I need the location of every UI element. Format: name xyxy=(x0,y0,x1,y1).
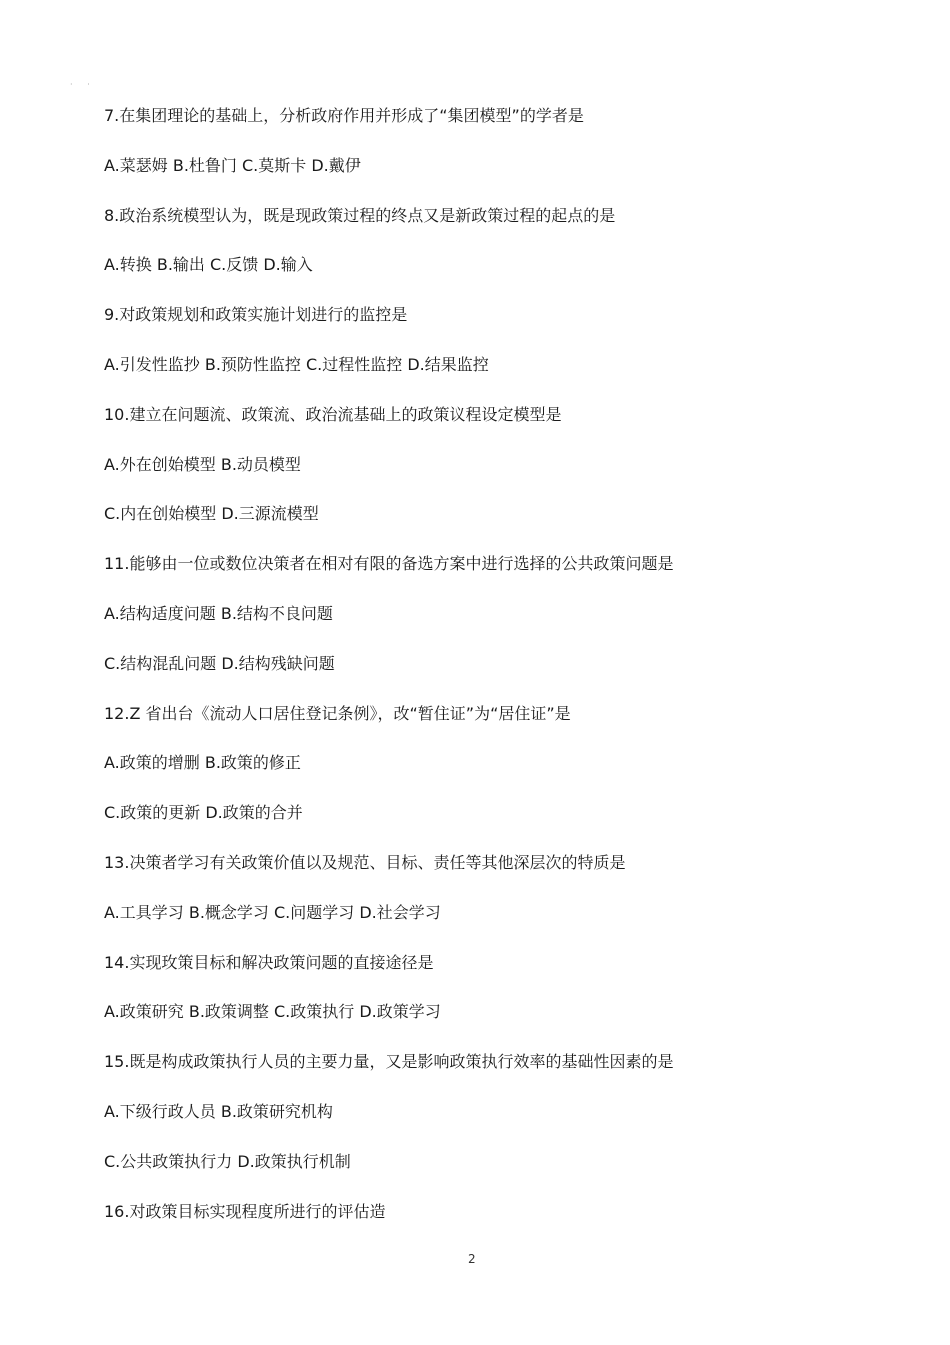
question-11-options-ab: A.结构适度问题 B.结构不良问题 xyxy=(104,603,333,623)
corner-mark: · · xyxy=(70,80,96,89)
question-14: 14.实现玫策目标和解决政策问题的直接途径是 xyxy=(104,952,434,972)
question-content xyxy=(104,103,904,1248)
question-15-options-ab: A.下级行政人员 B.政策研究机构 xyxy=(104,1101,333,1121)
question-15-options-cd: C.公共政策执行力 D.政策执行机制 xyxy=(104,1151,351,1171)
question-10: 10.建立在问题流、政策流、政治流基础上的政策议程设定模型是 xyxy=(104,404,562,424)
question-9-options: A.引发性监抄 B.预防性监控 C.过程性监控 D.结果监控 xyxy=(104,354,489,374)
question-12-options-cd: C.政策的更新 D.政策的合并 xyxy=(104,803,303,823)
question-12-options-ab: A.政策的增删 B.政策的修正 xyxy=(104,753,301,773)
question-15: 15.既是构成政策执行人员的主要力量，又是影响政策执行效率的基础性因素的是 xyxy=(104,1052,674,1072)
question-9: 9.对政策规划和政策实施计划进行的监控是 xyxy=(104,305,408,325)
question-8: 8.政治系统模型认为，既是现政策过程的终点又是新政策过程的起点的是 xyxy=(104,205,616,225)
question-11-options-cd: C.结构混乱问题 D.结构残缺问题 xyxy=(104,653,335,673)
question-8-options: A.转换 B.输出 C.反馈 D.输入 xyxy=(104,255,313,275)
question-13-options: A.工具学习 B.概念学习 C.问题学习 D.社会学习 xyxy=(104,902,441,922)
question-16: 16.对政策目标实现程度所进行的评估造 xyxy=(104,1201,386,1221)
question-7-options: A.菜瑟姆 B.杜鲁门 C.莫斯卡 D.戴伊 xyxy=(104,155,361,175)
question-10-options-ab: A.外在创始模型 B.动员模型 xyxy=(104,454,301,474)
question-7: 7.在集团理论的基础上，分析政府作用并形成了“集团模型”的学者是 xyxy=(104,106,584,125)
question-13: 13.决策者学习有关政策价值以及规范、目标、责任等其他深层次的特质是 xyxy=(104,852,626,872)
question-10-options-cd: C.内在创始模型 D.三源流模型 xyxy=(104,504,319,524)
page-number: 2 xyxy=(468,1252,476,1266)
question-12: 12.Z 省出台《流动人口居住登记条例》，改“暂住证”为“居住证”是 xyxy=(104,703,571,723)
question-11: 11.能够由一位或数位决策者在相对有限的备选方案中进行选择的公共政策问题是 xyxy=(104,554,674,574)
question-14-options: A.政策研究 B.政策调整 C.政策执行 D.政策学习 xyxy=(104,1002,441,1022)
